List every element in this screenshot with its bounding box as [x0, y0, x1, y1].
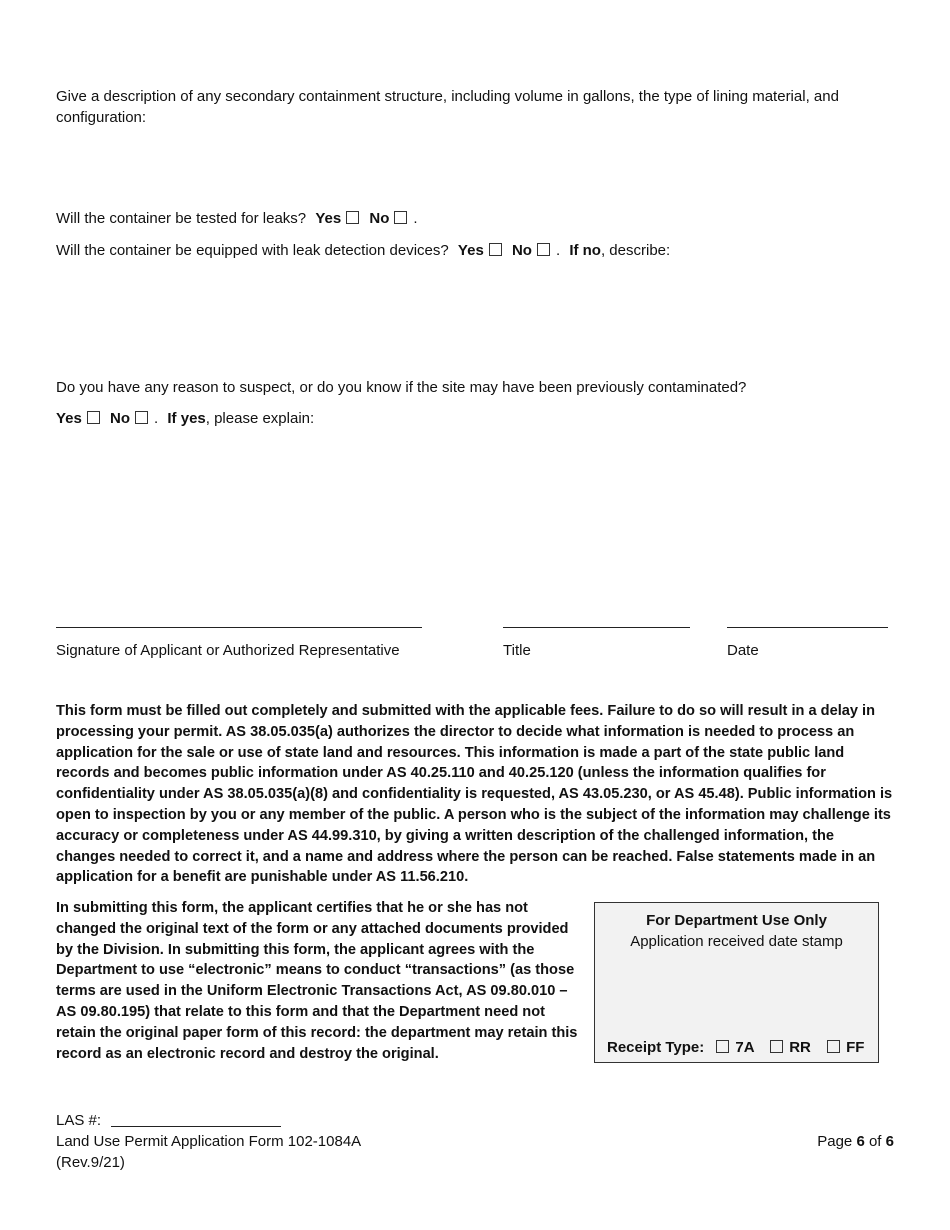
- signature-label: Signature of Applicant or Authorized Representative: [56, 642, 400, 659]
- leak-test-yes-checkbox[interactable]: [346, 211, 359, 224]
- las-number-line[interactable]: [111, 1112, 281, 1127]
- leak-detect-if-no: If no: [569, 242, 601, 259]
- receipt-rr-checkbox[interactable]: [770, 1040, 783, 1053]
- date-label: Date: [727, 642, 759, 659]
- containment-question: Give a description of any secondary containment structure, including volume in gallons, the type of lining material, and configuration:: [56, 88, 839, 126]
- contaminated-tail: , please explain:: [205, 410, 315, 427]
- page-prefix: Page: [817, 1133, 853, 1150]
- leak-detect-no-checkbox[interactable]: [537, 243, 550, 256]
- receipt-type-row: [607, 1037, 864, 1058]
- contaminated-if-yes: If yes: [167, 410, 206, 427]
- leak-test-question: [56, 208, 896, 229]
- leak-test-no-checkbox[interactable]: [394, 211, 407, 224]
- form-revision: (Rev.9/21): [56, 1154, 125, 1171]
- las-label: LAS #:: [56, 1112, 102, 1129]
- leak-detect-no-label: No: [511, 242, 532, 259]
- certification-paragraph: In submitting this form, the applicant certifies that he or she has not changed the original text of the form or any attached documents provided by the Division. In submitting this form, the applicant agrees with the Department to use “electronic” means to conduct “transactions” (as those terms are used in the Uniform Electronic Transactions Act, AS 09.80.010 – AS 09.80.195) that relate to this form and that the Department need not retain the original paper form of this record: the department may retain this record as an electronic record and destroy the original.: [56, 900, 578, 1062]
- leak-detect-yes-label: Yes: [457, 242, 484, 259]
- receipt-ff-checkbox[interactable]: [827, 1040, 840, 1053]
- receipt-ff-label: FF: [846, 1039, 865, 1056]
- dept-box-subtitle: Application received date stamp: [630, 933, 843, 950]
- leak-detect-yes-checkbox[interactable]: [489, 243, 502, 256]
- receipt-7a-label: 7A: [735, 1039, 755, 1056]
- contaminated-no-checkbox[interactable]: [135, 411, 148, 424]
- notice-paragraph: This form must be filled out completely and submitted with the applicable fees. Failure to do so will result in a delay in processing your permit. AS 38.05.035(a) authorizes the director to decide what information is needed to process an application for the sale or use of state land and resources. This information is made a part of the state public land records and becomes public information under AS 40.25.110 and 40.25.120 (unless the information qualifies for confidentiality under AS 38.05.035(a)(8) and confidentiality is requested, AS 43.05.230, or AS 45.48). Public information is open to inspection by you or any member of the public. A person who is the subject of the information may challenge its accuracy or completeness under AS 44.99.310, by giving a written description of the challenged information, the changes needed to correct it, and a name and address where the person can be reached. False statements made in an application for a benefit are punishable under AS 11.56.210.: [56, 703, 893, 886]
- contaminated-no-label: No: [110, 410, 131, 427]
- leak-detect-text: Will the container be equipped with leak detection devices?: [56, 242, 449, 259]
- signature-line[interactable]: [56, 627, 422, 628]
- receipt-7a-checkbox[interactable]: [716, 1040, 729, 1053]
- page-total: 6: [885, 1133, 894, 1150]
- leak-detect-period: .: [555, 242, 561, 259]
- contaminated-answer-row: [56, 408, 916, 429]
- leak-test-text: Will the container be tested for leaks?: [56, 210, 307, 227]
- receipt-rr-label: RR: [789, 1039, 811, 1056]
- leak-detect-question: [56, 240, 916, 261]
- form-name: Land Use Permit Application Form 102-1084A: [56, 1133, 362, 1150]
- contaminated-yes-checkbox[interactable]: [87, 411, 100, 424]
- leak-test-yes-label: Yes: [315, 210, 342, 227]
- contaminated-yes-label: Yes: [56, 410, 82, 427]
- leak-detect-tail: , describe:: [600, 242, 671, 259]
- date-line[interactable]: [727, 627, 888, 628]
- contaminated-period: .: [154, 410, 159, 427]
- leak-test-period: .: [413, 210, 418, 227]
- page-current: 6: [856, 1133, 865, 1150]
- title-label: Title: [503, 642, 531, 659]
- page-number: [700, 1131, 894, 1152]
- receipt-type-label: Receipt Type:: [607, 1039, 705, 1056]
- leak-test-no-label: No: [369, 210, 390, 227]
- dept-box-title: For Department Use Only: [646, 912, 827, 929]
- title-line[interactable]: [503, 627, 690, 628]
- page-of: of: [868, 1133, 882, 1150]
- department-use-box: [594, 902, 879, 1063]
- las-number-row: [56, 1110, 281, 1131]
- contaminated-question: Do you have any reason to suspect, or do you know if the site may have been previously contaminated?: [56, 379, 747, 396]
